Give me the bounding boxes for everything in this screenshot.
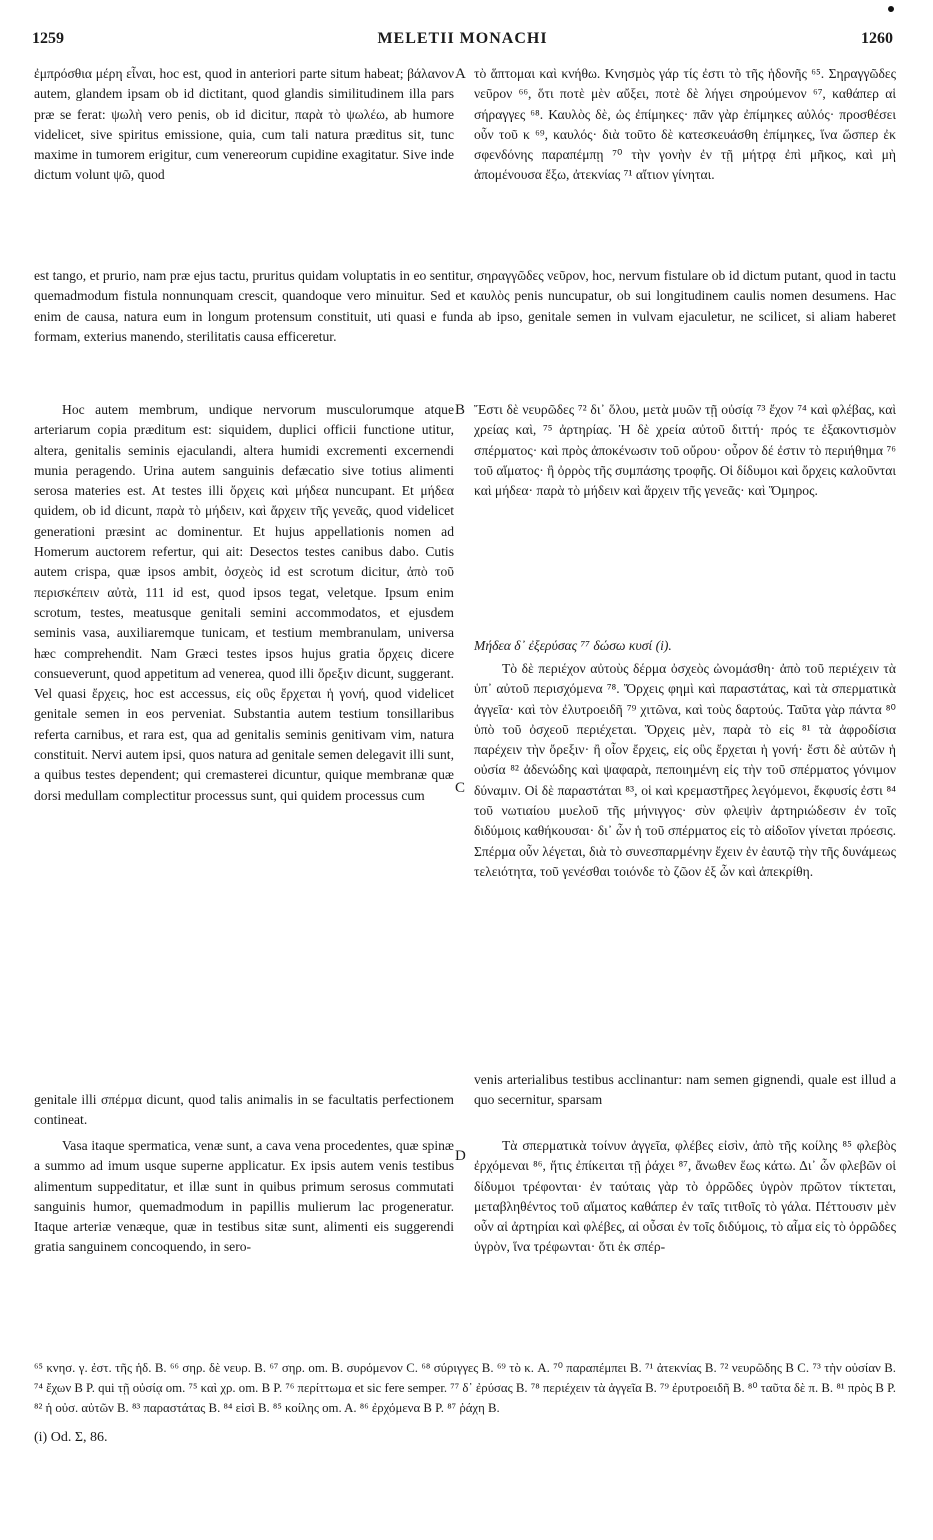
footnotes: ⁶⁵ κνησ. γ. ἐστ. τῆς ἡδ. B. ⁶⁶ σηρ. δὲ νευρ. B. ⁶⁷ σηρ. om. B. συρόμενον C. ⁶⁸ σύριγγες B. ⁶⁹ τὸ κ. A. ⁷⁰ παραπέμπει B. ⁷¹ ἀτεκνίας B. ⁷² νευρῶδης B C. ⁷³ τὴν οὐσίαν B. ⁷⁴ ἔχων B P. qui τῇ οὐσίᾳ om. ⁷⁵ καὶ χρ. om. B P. ⁷⁶ περίττωμα et sic fere semper. ⁷⁷ δ᾽ ἐρύσας B. ⁷⁸ περιέχειν τὰ ἀγγεῖα B. ⁷⁹ ἐρυτροειδῆ B. ⁸⁰ ταῦτα δὲ π. B. ⁸¹ πρὸς B P. ⁸² ἡ οὐσ. αὐτῶν B. ⁸³ παραστάτας B. ⁸⁴ εἰσὶ B. ⁸⁵ κοίλης om. A. ⁸⁶ ἐρχόμενα B P. ⁸⁷ ῥάχη B. [34, 1361, 896, 1415]
odyssey-reference: (i) Od. Σ, 86. [34, 1430, 108, 1445]
latin-paragraph-3: Vasa itaque spermatica, venæ sunt, a cava vena procedentes, quæ spinæ a summo ad imum usque superne applicatur. Ex ipsis autem venis testibus alimentum suppeditatur, et illæ sunt in quibus primum serosus commutati sanguinis humor, quemadmodum in papillis mulierum lac progeneratur. Itaque arteriæ venæque, quæ in testibus sitæ sunt, alimenti eis suggerendi gratia sanguinem concoquendo, in sero- [34, 1138, 454, 1255]
latin-paragraph-2-end: genitale illi σπέρμα dicunt, quod talis animalis in se facultatis perfectionem contineat. [34, 1092, 454, 1128]
latin-continuation-right: venis arterialibus testibus acclinantur: nam semen gignendi, quale est illud a quo secernitur, sparsam [474, 1072, 896, 1108]
ink-dot [888, 6, 894, 12]
running-title: MELETII MONACHI [377, 30, 548, 47]
greek-paragraph-4: Τὰ σπερματικὰ τοίνυν ἀγγεῖα, φλέβες εἰσὶν, ἀπὸ τῆς κοίλης ⁸⁵ φλεβὸς ἐρχόμεναι ⁸⁶, ἥτις ἐπίκειται τῇ ῥάχει ⁸⁷, ἄνωθεν ἕως κάτω. Δι᾽ ὧν φλεβῶν οἱ δίδυμοι τρέφονται· ἐν ταύταις γὰρ τὸ ὀρρῶδες ὑγρὸν πρῶτον τίκτεται, μεταβληθέντος τοῦ αἵματος καθάπερ ἐν ταῖς τιτθοῖς τὸ γάλα. Πέττουσιν μὲν οὖν αἱ ἀρτηρίαι καὶ φλέβες, αἱ οὖσαι ἐν τοῖς διδύμοις, τὸ αἷμα εἰς τὸ ὀρρῶδες ὑγρὸν, ἵνα τρέφωνται· ὅτι ἐκ σπέρ- [474, 1138, 896, 1255]
page-number-left: 1259 [32, 30, 64, 47]
homer-verse: Μήδεα δ᾽ ἐξερύσας ⁷⁷ δώσω κυσί (i). [474, 638, 672, 653]
page-number-right: 1260 [861, 30, 893, 47]
latin-full-width-1: est tango, et prurio, nam præ ejus tactu, pruritus quidam voluptatis in eo sentitur, σηραγγῶδες νεῦρον, hoc, nervum fistulare ob id dictum putant, quod in tactu quemadmodum fistula nonnunquam crescit, quandoque vero minuitur. Sed et καυλὸς penis nuncupatur, ob sui longitudinem caulis nomen desumens. Hac enim de causa, natura eum in longum protensum constituit, uti quasi e funda ab ipso, genitale semen in vulvam ejaculetur, ne scilicet, si aliam haberet formam, exterius manendo, sterilitatis causa efficeretur. [34, 268, 896, 344]
section-marker-a: A [455, 66, 466, 82]
page-header [32, 30, 893, 54]
greek-paragraph-1: τὸ ἅπτομαι καὶ κνήθω. Κνησμὸς γάρ τίς ἐστι τὸ τῆς ἡδονῆς ⁶⁵. Σηραγγῶδες νεῦρον ⁶⁶, ὅτι ποτὲ μὲν αὔξει, ποτὲ δὲ λήγει σηρούμενον ⁶⁷, καθάπερ αἱ σήραγγες ⁶⁸. Καυλὸς δὲ, ὡς ἐπίμηκες· πᾶν γὰρ ἐπίμηκες αὐλός· προσθέσει οὖν τοῦ κ ⁶⁹, καυλός· διὰ τοῦτο δὲ κατεσκευάσθη ἐπίμηκες, ἵνα ὥσπερ ἐκ σφενδόνης παραπέμπῃ ⁷⁰ τὴν γονὴν ἐν τῇ μήτρᾳ ἐπὶ μῆκος, καὶ μὴ ἀπομένουσα ἔξω, ἀτεκνίας ⁷¹ αἴτιον γίνηται. [474, 66, 896, 183]
greek-paragraph-3: Τὸ δὲ περιέχον αὐτοὺς δέρμα ὀσχεὸς ὠνομάσθη· ἀπὸ τοῦ περιέχειν τὰ ὑπ᾽ αὐτοῦ περισχόμενα ⁷⁸. Ὄρχεις φημὶ καὶ παραστάτας, καὶ τὰ σπερματικὰ ἀγγεῖα· καὶ τὸν ἐλυτροειδῆ ⁷⁹ χιτῶνα, καὶ τοὺς δαρτούς. Ταῦτα γὰρ πάντα ⁸⁰ ὑπὸ τοῦ ὀσχεοῦ περιέχεται. Ὄρχεις μὲν, παρὰ τὸ εἰς ⁸¹ τὰ ἀφροδίσια παρέχειν τὴν ὄρεξιν· ἢ οἷον ἔρχεις, εἰς οὓς ἔρχεται ἡ γονή· ἔστι δὲ αὐτῶν ἡ οὐσία ⁸² ἀδενώδης καὶ ψαφαρὰ, πεποιημένη εἰς τὴν τοῦ σπέρματος γόνιμον δύναμιν. Οἱ δὲ παραστάται ⁸³, οἱ καὶ κρεμαστῆρες λεγόμενοι, ἔκφυσίς ἐστι ⁸⁴ τοῦ νωτιαίου μυελοῦ τῆς μήνιγγος· σὺν φλεψὶν ἀρτηριώδεσιν ἐν τοῖς διδύμοις καθήκουσαι· δι᾽ ὧν ἡ τοῦ σπέρματος εἰς τὸ αἰδοῖον γίνεται πρόεσις. Σπέρμα οὖν λέγεται, διὰ τὸ συνεσπαρμένην ἔχειν ἐν ἑαυτῷ τὴν τῆς δυνάμεως τελειότητα, τοῦ γενέσθαι τοιόνδε τὸ ζῶον ἐξ ὧν καὶ ἀπεκρίθη. [474, 661, 896, 879]
greek-paragraph-2: Ἔστι δὲ νευρῶδες ⁷² δι᾽ ὅλου, μετὰ μυῶν τῇ οὐσίᾳ ⁷³ ἔχον ⁷⁴ καὶ φλέβας, καὶ χρείας καὶ, ⁷⁵ ἀρτηρίας. Ἡ δὲ χρεία αὐτοῦ διττή· πρός τε ἐξακοντισμὸν σπέρματος· καὶ πρὸς ἀποκένωσιν τοῦ οὔρου· οὖρον δέ ἐστιν τὸ περιήθημα ⁷⁶ τοῦ αἵματος· ἢ ὀρρὸς τῆς συμπάσης τροφῆς. Οἱ δίδυμοι καὶ ὄρχεις καλοῦνται καὶ μήδεα· παρὰ τὸ μήδειν καὶ ἄρχειν τῆς γενεᾶς· καὶ Ὅμηρος. [474, 402, 896, 499]
section-marker-c: C [455, 780, 466, 796]
section-marker-b: B [455, 402, 466, 418]
section-marker-d: D [455, 1148, 466, 1164]
latin-paragraph-2: Hoc autem membrum, undique nervorum musculorumque atque arteriarum copia præditum est: siquidem, duplici officii functione utitur, altera, genitalis seminis ejaculandi, altera humidi excrementi excernendi munia peragendo. Urina autem sanguinis defæcatio sive totius alimenti serosa materies est. At testes illi ὄρχεις καὶ μήδεα nuncupant. Et μήδεα quidem, ob id dicunt, παρὰ τὸ μήδειν, καὶ ἄρχειν τῆς γενεᾶς, quod videlicet generationi præsint ac dominentur. Et hujus appellationis nomen ad Homerum auctorem refertur, qui ait: Desectos testes canibus dabo. Cutis autem crispa, quæ ipsos ambit, ὀσχεὸς id est scrotum dicitur, ἀπὸ τοῦ περισκέπειν αὐτὰ, 111 id est, quod ipsos tegat, veletque. Ipsum enim scrotum, testes, meatusque genitali semini accommodatos, et ejusdem seminis vasa, auxiliaremque tunicam, et testium membranulam, universa hæc comprehendit. Nam Græci testes ipsos hujus gratia ὄρχεις dicere consueverunt, quod appetitum ad venerea, quod illi ὄρεξιν dicunt, suggerant. Vel quasi ἔρχεις, hoc est accessus, εἰς οὓς ἔρχεται ἡ γονή, quod videlicet genitale semen in eos perveniat. Substantia autem testium tonsillaribus referta carnibus, et rara est, qua ad genitalis seminis genitivam vim, natura constituit. Nervi autem ipsi, quos natura ad genitale semen delegavit illi sunt, a quibus testes dependent; qui cremasterei dicuntur, quique membranæ quæ dorsi medullam complectitur processus sunt, qui quidem processus cum [34, 402, 454, 803]
latin-paragraph-1: ἐμπρόσθια μέρη εἶναι, hoc est, quod in anteriori parte situm habeat; βάλανον autem, glandem ipsam ob id dictitant, quod glandis similitudinem illa pars præ se ferat: ψωλὴ vero penis, ob id dicitur, παρὰ τὸ ψωλέω, ab humore videlicet, sive spiritus emissione, quia, cum tali natura præditus sit, tunc maxime in tumorem erigitur, cum venereorum cupidine exagitatur. Sive inde dictum volunt ψῶ, quod [34, 66, 454, 183]
